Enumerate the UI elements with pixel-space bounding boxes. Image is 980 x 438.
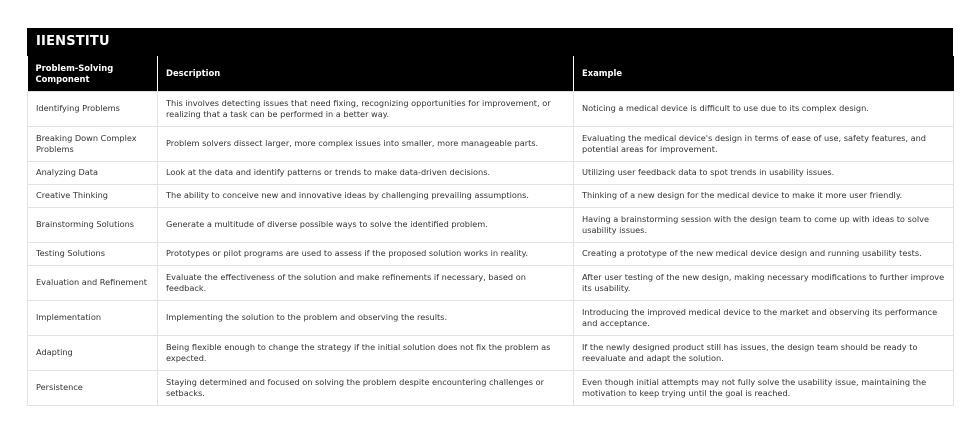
cell-example: After user testing of the new design, making necessary modifications to further improve its usability. (574, 266, 954, 301)
cell-component: Evaluation and Refinement (28, 266, 158, 301)
cell-example: Even though initial attempts may not fully solve the usability issue, maintaining the motivation to keep trying until the goal is reached. (574, 371, 954, 406)
table-row (28, 208, 954, 243)
cell-description: Prototypes or pilot programs are used to assess if the proposed solution works in reality. (158, 243, 574, 266)
table-row (28, 266, 954, 301)
cell-component: Persistence (28, 371, 158, 406)
cell-component: Breaking Down Complex Problems (28, 127, 158, 162)
cell-example: Evaluating the medical device's design in terms of ease of use, safety features, and potential areas for improvement. (574, 127, 954, 162)
table-header-row (28, 56, 954, 92)
cell-example: Thinking of a new design for the medical device to make it more user friendly. (574, 185, 954, 208)
table-row (28, 185, 954, 208)
cell-component: Analyzing Data (28, 162, 158, 185)
cell-description: Being flexible enough to change the strategy if the initial solution does not fix the problem as expected. (158, 336, 574, 371)
cell-component: Identifying Problems (28, 92, 158, 127)
table-container (27, 28, 953, 406)
cell-component: Implementation (28, 301, 158, 336)
cell-component: Adapting (28, 336, 158, 371)
cell-description: Evaluate the effectiveness of the solution and make refinements if necessary, based on feedback. (158, 266, 574, 301)
table-row (28, 301, 954, 336)
header-example: Example (574, 56, 954, 92)
brand-title: IIENSTITU (27, 28, 953, 56)
cell-example: Noticing a medical device is difficult to use due to its complex design. (574, 92, 954, 127)
cell-description: Generate a multitude of diverse possible ways to solve the identified problem. (158, 208, 574, 243)
table-row (28, 127, 954, 162)
header-component: Problem-Solving Component (28, 56, 158, 92)
table-row (28, 336, 954, 371)
cell-description: Look at the data and identify patterns or trends to make data-driven decisions. (158, 162, 574, 185)
header-description: Description (158, 56, 574, 92)
cell-example: Having a brainstorming session with the design team to come up with ideas to solve usability issues. (574, 208, 954, 243)
cell-component: Testing Solutions (28, 243, 158, 266)
cell-description: Staying determined and focused on solving the problem despite encountering challenges or setbacks. (158, 371, 574, 406)
problem-solving-table (27, 56, 954, 406)
table-row (28, 162, 954, 185)
table-row (28, 92, 954, 127)
cell-description: Problem solvers dissect larger, more complex issues into smaller, more manageable parts. (158, 127, 574, 162)
table-row (28, 371, 954, 406)
cell-description: The ability to conceive new and innovative ideas by challenging prevailing assumptions. (158, 185, 574, 208)
cell-description: This involves detecting issues that need fixing, recognizing opportunities for improvement, or realizing that a task can be performed in a better way. (158, 92, 574, 127)
cell-component: Brainstorming Solutions (28, 208, 158, 243)
table-row (28, 243, 954, 266)
cell-example: Introducing the improved medical device to the market and observing its performance and acceptance. (574, 301, 954, 336)
cell-example: Creating a prototype of the new medical device design and running usability tests. (574, 243, 954, 266)
cell-example: Utilizing user feedback data to spot trends in usability issues. (574, 162, 954, 185)
cell-description: Implementing the solution to the problem and observing the results. (158, 301, 574, 336)
cell-component: Creative Thinking (28, 185, 158, 208)
cell-example: If the newly designed product still has issues, the design team should be ready to reevaluate and adapt the solution. (574, 336, 954, 371)
